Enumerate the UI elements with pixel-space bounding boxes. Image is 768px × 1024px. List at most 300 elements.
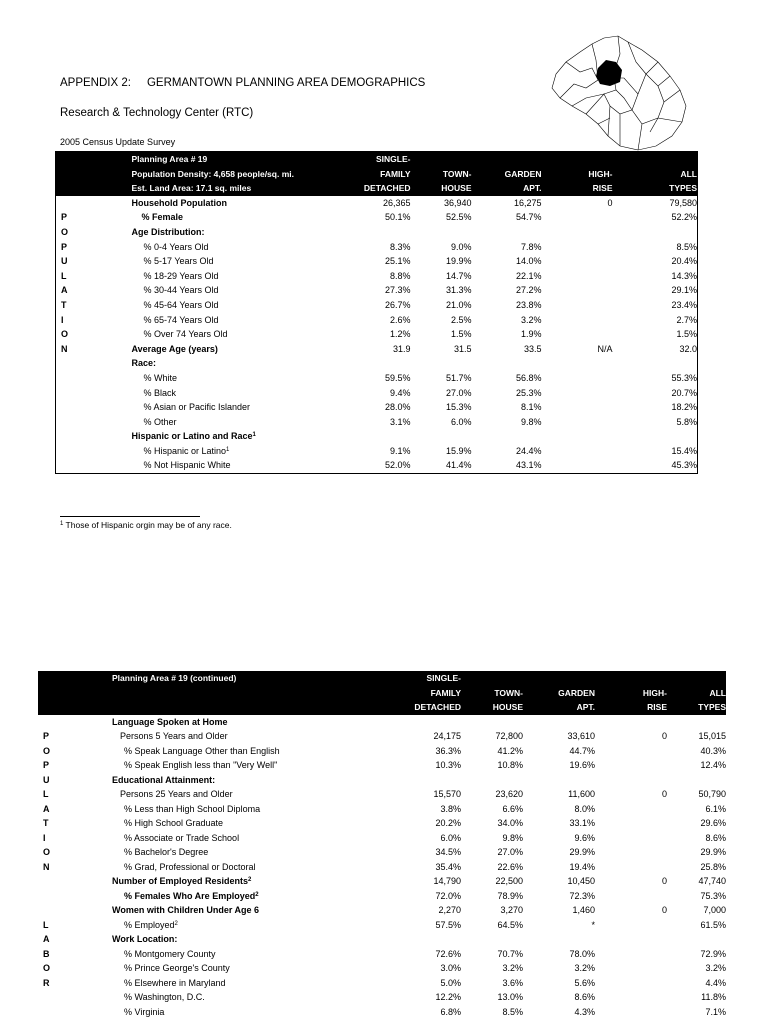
column-header <box>523 686 595 701</box>
column-header-text: DETACHED <box>414 702 461 712</box>
table-cell <box>667 860 726 875</box>
table-cell <box>375 976 461 991</box>
table-cell <box>613 240 698 255</box>
row-label <box>94 356 349 371</box>
table-row <box>56 254 698 269</box>
table-cell <box>667 961 726 976</box>
table-cell <box>375 961 461 976</box>
header-label-text: Planning Area # 19 <box>131 154 208 164</box>
side-letter <box>38 816 75 831</box>
row-label <box>94 415 349 430</box>
table-cell <box>411 283 472 298</box>
table-cell <box>349 269 411 284</box>
table-cell <box>349 386 411 401</box>
row-label-text: % Virginia <box>124 1006 165 1017</box>
table-cell-text: 28.0% <box>384 402 411 413</box>
column-header-text: DETACHED <box>363 183 411 194</box>
side-letter <box>56 313 94 328</box>
table-row <box>38 961 726 976</box>
row-label <box>75 802 375 817</box>
table-cell <box>595 773 667 788</box>
table-row <box>38 947 726 962</box>
row-label-text: % 65-74 Years Old <box>143 314 219 325</box>
table-cell-text: 0 <box>661 789 667 799</box>
table-cell <box>349 429 411 444</box>
table-cell <box>411 458 472 473</box>
table-cell-text: 12.4% <box>700 760 726 770</box>
table-cell-text: 1.5% <box>676 329 697 340</box>
column-header <box>411 167 472 182</box>
table-row <box>56 342 698 357</box>
side-letter-text: A <box>43 934 50 944</box>
side-letter <box>56 269 94 284</box>
table-cell <box>349 313 411 328</box>
row-label-text: % Other <box>143 416 177 427</box>
table-cell-text: 3.2% <box>502 963 523 973</box>
table-cell-text: 29.1% <box>671 285 697 296</box>
table-cell-text: 14.7% <box>445 270 472 281</box>
side-letter <box>56 386 94 401</box>
table-cell-text: 20.4% <box>671 256 697 267</box>
table-cell-text: 1.9% <box>520 329 542 340</box>
column-header <box>613 181 698 196</box>
side-letter <box>38 773 75 788</box>
side-letter-text: O <box>61 226 69 237</box>
column-header-text: GARDEN <box>558 687 595 698</box>
table-cell-text: 3.8% <box>440 803 461 814</box>
row-label <box>94 313 349 328</box>
row-label <box>75 961 375 976</box>
table-cell-text: 12.2% <box>435 992 461 1002</box>
table-cell-text: 35.4% <box>435 861 461 872</box>
row-label-text: % Over 74 Years Old <box>143 329 228 340</box>
table-cell-text: 3.2% <box>705 963 726 973</box>
row-label <box>94 240 349 255</box>
table-cell <box>542 444 613 459</box>
table-cell <box>411 313 472 328</box>
table-row <box>56 458 698 473</box>
table-cell <box>595 932 667 947</box>
table-cell-text: 36.3% <box>435 745 461 756</box>
row-label-text: Persons 25 Years and Older <box>120 789 233 799</box>
table-cell-text: 27.0% <box>497 847 523 857</box>
table-cell <box>523 787 595 802</box>
table-cell <box>595 845 667 860</box>
table-cell <box>461 903 523 918</box>
footnote-ref: 1 <box>226 446 230 453</box>
table-cell <box>595 816 667 831</box>
table-cell <box>595 802 667 817</box>
table-cell <box>523 918 595 933</box>
table-row <box>56 444 698 459</box>
table-cell-text: 26.7% <box>384 299 411 310</box>
table-cell <box>667 729 726 744</box>
table-cell-text: 41.4% <box>445 460 472 471</box>
table-cell-text: 2.7% <box>676 314 697 325</box>
row-label <box>75 816 375 831</box>
row-label-text: % Hispanic or Latino <box>143 445 227 456</box>
side-letter <box>38 918 75 933</box>
column-header <box>411 152 472 167</box>
table-cell-text: 9.8% <box>502 832 523 843</box>
footnote-ref: 2 <box>174 920 178 927</box>
table-cell-text: 36,940 <box>443 197 472 208</box>
page-subtitle: Research & Technology Center (RTC) <box>60 107 254 119</box>
column-header <box>472 181 542 196</box>
row-label-text: % Bachelor's Degree <box>124 847 209 857</box>
table-cell-text: 45.3% <box>671 460 697 471</box>
column-header-text: FAMILY <box>380 168 411 179</box>
table-row <box>56 400 698 415</box>
table-cell-text: 10.3% <box>435 760 461 770</box>
table-cell <box>472 254 542 269</box>
table-row <box>38 932 726 947</box>
table-cell <box>411 210 472 225</box>
table-cell <box>472 386 542 401</box>
row-label <box>75 874 375 889</box>
row-label-text: % Less than High School Diploma <box>124 803 261 814</box>
table-cell-text: 5.6% <box>574 977 595 988</box>
table-cell <box>542 371 613 386</box>
table-cell-text: 15,570 <box>433 789 461 799</box>
side-letter-text: I <box>61 314 64 325</box>
table-cell <box>667 947 726 962</box>
table-row <box>38 715 726 730</box>
table-cell <box>595 1005 667 1020</box>
table-cell <box>613 415 698 430</box>
side-letter-text: T <box>61 299 67 310</box>
column-header <box>667 700 726 715</box>
table-cell-text: 72.3% <box>569 890 595 901</box>
table-cell-text: 25.8% <box>700 861 726 872</box>
table-cell <box>472 298 542 313</box>
table-cell <box>472 283 542 298</box>
table-cell <box>375 932 461 947</box>
table-cell <box>472 415 542 430</box>
table-cell <box>461 773 523 788</box>
table-cell <box>472 327 542 342</box>
row-label <box>94 327 349 342</box>
column-header <box>461 686 523 701</box>
table-cell <box>667 845 726 860</box>
column-header-text: TYPES <box>698 702 726 712</box>
table-cell <box>375 845 461 860</box>
table-cell-text: 6.0% <box>440 832 461 843</box>
table-cell <box>349 444 411 459</box>
row-label-text: % Washington, D.C. <box>124 992 205 1002</box>
table-cell-text: 27.0% <box>445 387 472 398</box>
row-label <box>94 458 349 473</box>
table-cell-text: 25.1% <box>384 256 411 267</box>
table-row <box>38 976 726 991</box>
table-cell-text: 11,600 <box>568 789 595 799</box>
table-cell <box>613 327 698 342</box>
table-cell-text: 15.4% <box>671 445 697 456</box>
table-cell-text: 29.6% <box>700 818 726 828</box>
side-letter-text: I <box>43 832 46 843</box>
table-cell <box>667 831 726 846</box>
table-cell <box>595 947 667 962</box>
table-cell <box>472 356 542 371</box>
side-letter <box>38 976 75 991</box>
table-cell-text: 27.2% <box>515 285 542 296</box>
table-cell-text: 8.3% <box>389 241 411 252</box>
table-cell <box>349 283 411 298</box>
table-cell-text: 10,450 <box>567 876 595 886</box>
table-cell-text: 56.8% <box>515 372 542 383</box>
side-letter-text: B <box>43 948 50 959</box>
row-label-text: Language Spoken at Home <box>112 716 228 727</box>
table-cell-text: 4.3% <box>574 1006 595 1017</box>
table-cell <box>595 976 667 991</box>
table-cell-text: 22.6% <box>497 861 523 872</box>
side-letter-text: A <box>61 285 68 296</box>
column-header-text: GARDEN <box>504 168 542 179</box>
table-cell-text: 33,610 <box>567 731 595 741</box>
column-header-text: SINGLE- <box>426 673 461 683</box>
side-letter-text: L <box>43 919 49 930</box>
table-cell <box>542 210 613 225</box>
row-label-text: % Females Who Are Employed <box>124 890 256 901</box>
side-letter <box>38 744 75 759</box>
side-letter <box>38 831 75 846</box>
side-letter-text: N <box>43 861 50 872</box>
table-cell-text: 54.7% <box>515 212 542 223</box>
table-cell <box>667 976 726 991</box>
column-header-text: HOUSE <box>492 702 523 712</box>
table-cell-text: 13.0% <box>497 992 523 1002</box>
table-cell <box>613 400 698 415</box>
table-cell-text: 15.3% <box>445 402 472 413</box>
table-cell <box>349 254 411 269</box>
table-cell-text: 21.0% <box>445 299 472 310</box>
table-cell <box>542 254 613 269</box>
table-row <box>38 845 726 860</box>
table-cell-text: 27.3% <box>384 285 411 296</box>
table-cell <box>472 269 542 284</box>
side-letter <box>38 860 75 875</box>
table-cell <box>613 429 698 444</box>
table-cell <box>523 816 595 831</box>
table-cell <box>542 400 613 415</box>
table-cell-text: 34.0% <box>497 818 523 828</box>
row-label-text: % Not Hispanic White <box>143 460 231 471</box>
side-letter <box>38 889 75 904</box>
table-cell <box>375 889 461 904</box>
table-cell <box>595 831 667 846</box>
table-cell <box>523 889 595 904</box>
side-letter-text: P <box>43 731 50 741</box>
table-cell <box>523 715 595 730</box>
column-header-text: HIGH- <box>642 687 667 698</box>
header-row <box>56 181 698 196</box>
table-cell-text: 22.1% <box>515 270 542 281</box>
table-cell <box>375 729 461 744</box>
table-cell <box>523 932 595 947</box>
row-label-text: % Montgomery County <box>124 948 216 959</box>
header-label <box>75 686 375 701</box>
table-cell-text: 8.1% <box>520 402 542 413</box>
footnote-marker: 1 <box>60 521 64 527</box>
table-cell <box>542 225 613 240</box>
table-cell-text: 4.4% <box>705 977 726 988</box>
table-cell <box>375 758 461 773</box>
table-row <box>38 729 726 744</box>
side-letter-text: L <box>61 270 67 281</box>
table-cell <box>667 715 726 730</box>
table-cell <box>375 947 461 962</box>
table-cell <box>667 918 726 933</box>
side-letter <box>38 903 75 918</box>
table-row <box>56 240 698 255</box>
table-cell-text: 0 <box>661 876 667 886</box>
side-letter <box>56 327 94 342</box>
table-cell <box>472 371 542 386</box>
table-cell-text: 14.0% <box>515 256 542 267</box>
table-cell-text: 79,580 <box>669 197 697 208</box>
table-cell <box>461 932 523 947</box>
table-row <box>38 787 726 802</box>
footnote-divider <box>60 516 200 517</box>
footnote-ref: 2 <box>248 877 252 883</box>
table-cell-text: 7,000 <box>703 905 726 915</box>
table-cell <box>523 773 595 788</box>
table-cell <box>542 269 613 284</box>
table-cell <box>411 254 472 269</box>
header-row <box>38 671 726 686</box>
side-letter <box>38 758 75 773</box>
column-header-text: APT. <box>576 702 595 712</box>
table-cell <box>595 874 667 889</box>
row-label-text: % Speak English less than "Very Well" <box>124 760 278 770</box>
table-cell <box>349 196 411 211</box>
column-header <box>667 671 726 686</box>
column-header <box>461 671 523 686</box>
table-cell <box>613 342 698 357</box>
side-letter-text: U <box>43 774 50 785</box>
row-label <box>94 225 349 240</box>
table-cell <box>349 240 411 255</box>
table-cell-text: 15,015 <box>698 731 726 741</box>
table-cell <box>542 298 613 313</box>
table-cell <box>461 947 523 962</box>
side-letter <box>38 715 75 730</box>
column-header <box>595 700 667 715</box>
table-cell <box>411 269 472 284</box>
table-row <box>56 269 698 284</box>
table-cell <box>613 210 698 225</box>
table-cell-text: 8.5% <box>502 1006 523 1017</box>
row-label-text: Women with Children Under Age 6 <box>112 905 260 915</box>
side-letter <box>38 874 75 889</box>
side-letter <box>38 845 75 860</box>
table-cell-text: 25.3% <box>515 387 542 398</box>
table-cell <box>523 758 595 773</box>
column-header <box>595 671 667 686</box>
table-cell-text: 2,270 <box>438 905 461 915</box>
row-label <box>75 990 375 1005</box>
side-letter-text: L <box>43 789 49 799</box>
footnote <box>60 520 232 530</box>
table-cell-text: 9.6% <box>574 832 595 843</box>
row-label <box>75 715 375 730</box>
table-row <box>38 1005 726 1020</box>
footnote-ref: 2 <box>255 891 259 898</box>
table-cell-text: 1,460 <box>572 905 595 915</box>
table-cell-text: 29.9% <box>700 847 726 857</box>
side-letter-text: A <box>43 803 50 814</box>
row-label <box>94 254 349 269</box>
header-label <box>94 181 349 196</box>
column-header <box>613 152 698 167</box>
table-cell-text: 8.0% <box>574 803 595 814</box>
table-cell <box>542 458 613 473</box>
table-cell-text: 31.3% <box>445 285 472 296</box>
table-cell <box>461 715 523 730</box>
row-label <box>94 283 349 298</box>
table-cell <box>523 802 595 817</box>
table-cell-text: 78.9% <box>497 890 523 901</box>
table-cell <box>375 816 461 831</box>
table-cell-text: 5.8% <box>676 416 697 427</box>
table-cell <box>523 976 595 991</box>
table-cell <box>349 371 411 386</box>
table-cell-text: 78.0% <box>569 948 595 959</box>
header-row <box>38 686 726 701</box>
table-cell-text: 19.6% <box>569 760 595 770</box>
table-cell <box>375 787 461 802</box>
table-cell <box>461 918 523 933</box>
table-cell-text: 20.2% <box>435 818 461 828</box>
table-cell-text: 15.9% <box>445 445 472 456</box>
table-cell <box>542 240 613 255</box>
table-cell <box>667 802 726 817</box>
table-cell <box>542 283 613 298</box>
table-row <box>38 903 726 918</box>
header-label <box>94 167 349 182</box>
side-letter <box>56 283 94 298</box>
row-label-text: % White <box>143 372 178 383</box>
table-cell <box>375 1005 461 1020</box>
row-label-text: Household Population <box>131 197 227 208</box>
table-cell <box>461 787 523 802</box>
table-cell-text: 19.4% <box>569 861 595 872</box>
header-spacer <box>56 181 94 196</box>
table-cell <box>523 744 595 759</box>
column-header <box>472 167 542 182</box>
header-label-text: Planning Area # 19 (continued) <box>112 673 237 683</box>
table-cell-text: 16,275 <box>513 197 542 208</box>
table-cell <box>375 860 461 875</box>
table-cell-text: 14,790 <box>433 876 461 886</box>
table-cell-text: 26,365 <box>382 197 411 208</box>
row-label <box>75 773 375 788</box>
table-cell <box>461 860 523 875</box>
row-label <box>75 831 375 846</box>
table-cell-text: 57.5% <box>435 919 461 930</box>
table-cell <box>411 444 472 459</box>
table-cell-text: 3,270 <box>500 905 523 915</box>
table-cell-text: 18.2% <box>671 402 697 413</box>
table-cell <box>523 990 595 1005</box>
table-cell-text: 43.1% <box>515 460 542 471</box>
side-letter-text: O <box>43 745 51 756</box>
table-cell-text: 23.4% <box>671 299 697 310</box>
table-cell-text: 31.5 <box>453 343 472 354</box>
table-row <box>56 429 698 444</box>
table-row <box>38 990 726 1005</box>
row-label <box>94 342 349 357</box>
